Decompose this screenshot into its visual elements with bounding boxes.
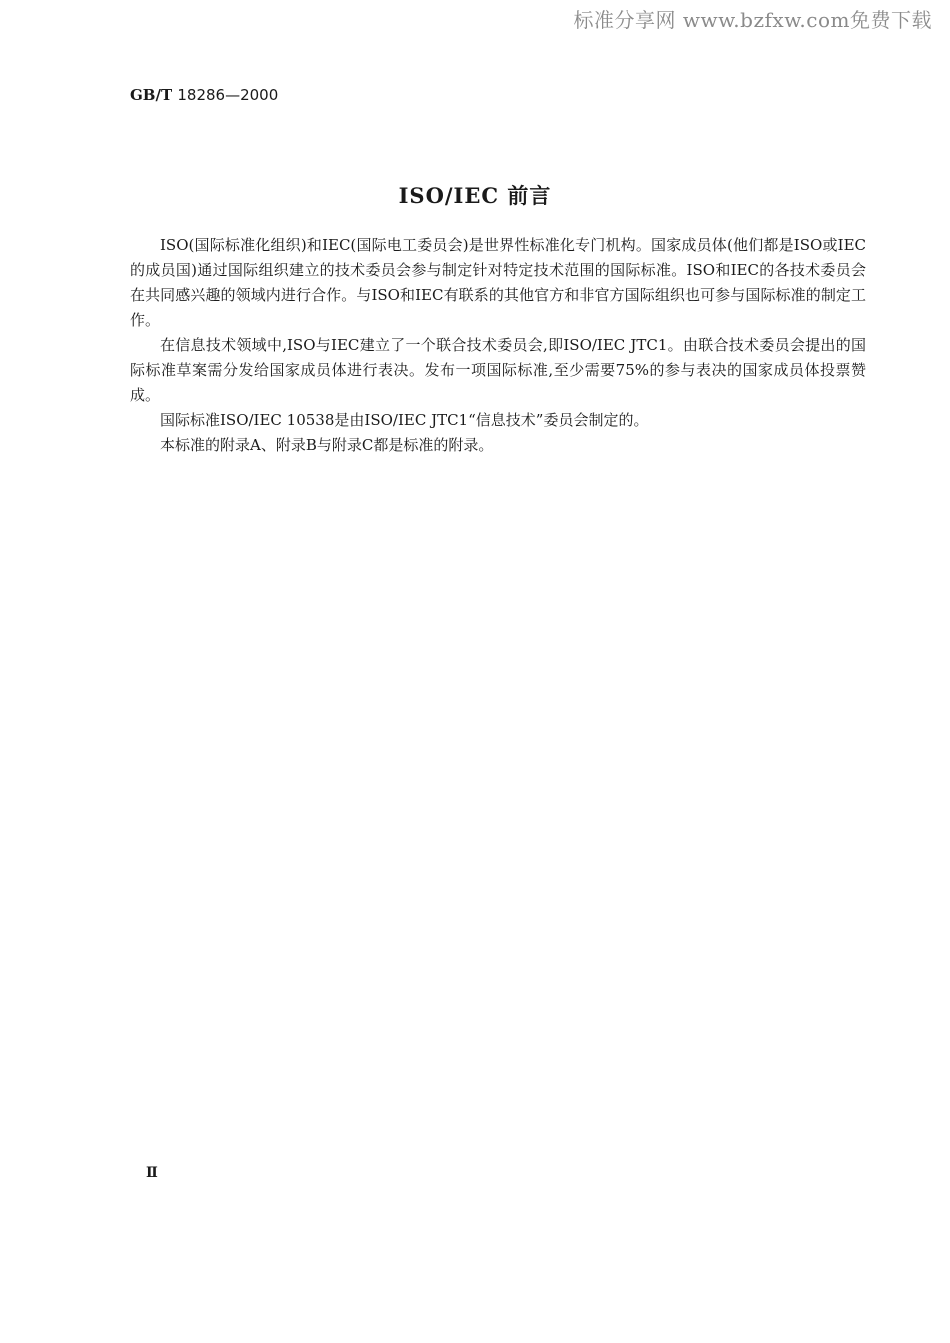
document-code <box>130 86 278 104</box>
paragraph: ISO(国际标准化组织)和IEC(国际电工委员会)是世界性标准化专门机构。国家成员体(他们都是ISO或IEC的成员国)通过国际组织建立的技术委员会参与制定针对特定技术范围的国际标准。ISO和IEC的各技术委员会在共同感兴趣的领域内进行合作。与ISO和IEC有联系的其他官方和非官方国际组织也可参与国际标准的制定工作。 <box>130 236 866 329</box>
paragraph: 本标准的附录A、附录B与附录C都是标准的附录。 <box>160 436 494 454</box>
document-code-prefix: GB/T <box>130 86 173 104</box>
document-code-number: 18286—2000 <box>177 86 279 104</box>
page-title: ISO/IEC 前言 <box>398 183 552 208</box>
paragraph: 国际标准ISO/IEC 10538是由ISO/IEC JTC1“信息技术”委员会制定的。 <box>160 411 649 429</box>
watermark-text: 标准分享网 www.bzfxw.com免费下载 <box>573 8 932 32</box>
paragraph: 在信息技术领域中,ISO与IEC建立了一个联合技术委员会,即ISO/IEC JTC1。由联合技术委员会提出的国际标准草案需分发给国家成员体进行表决。发布一项国际标准,至少需要75%的参与表决的国家成员体投票赞成。 <box>130 336 866 404</box>
foreword-body <box>130 233 866 458</box>
page-number: Ⅱ <box>146 1165 158 1181</box>
